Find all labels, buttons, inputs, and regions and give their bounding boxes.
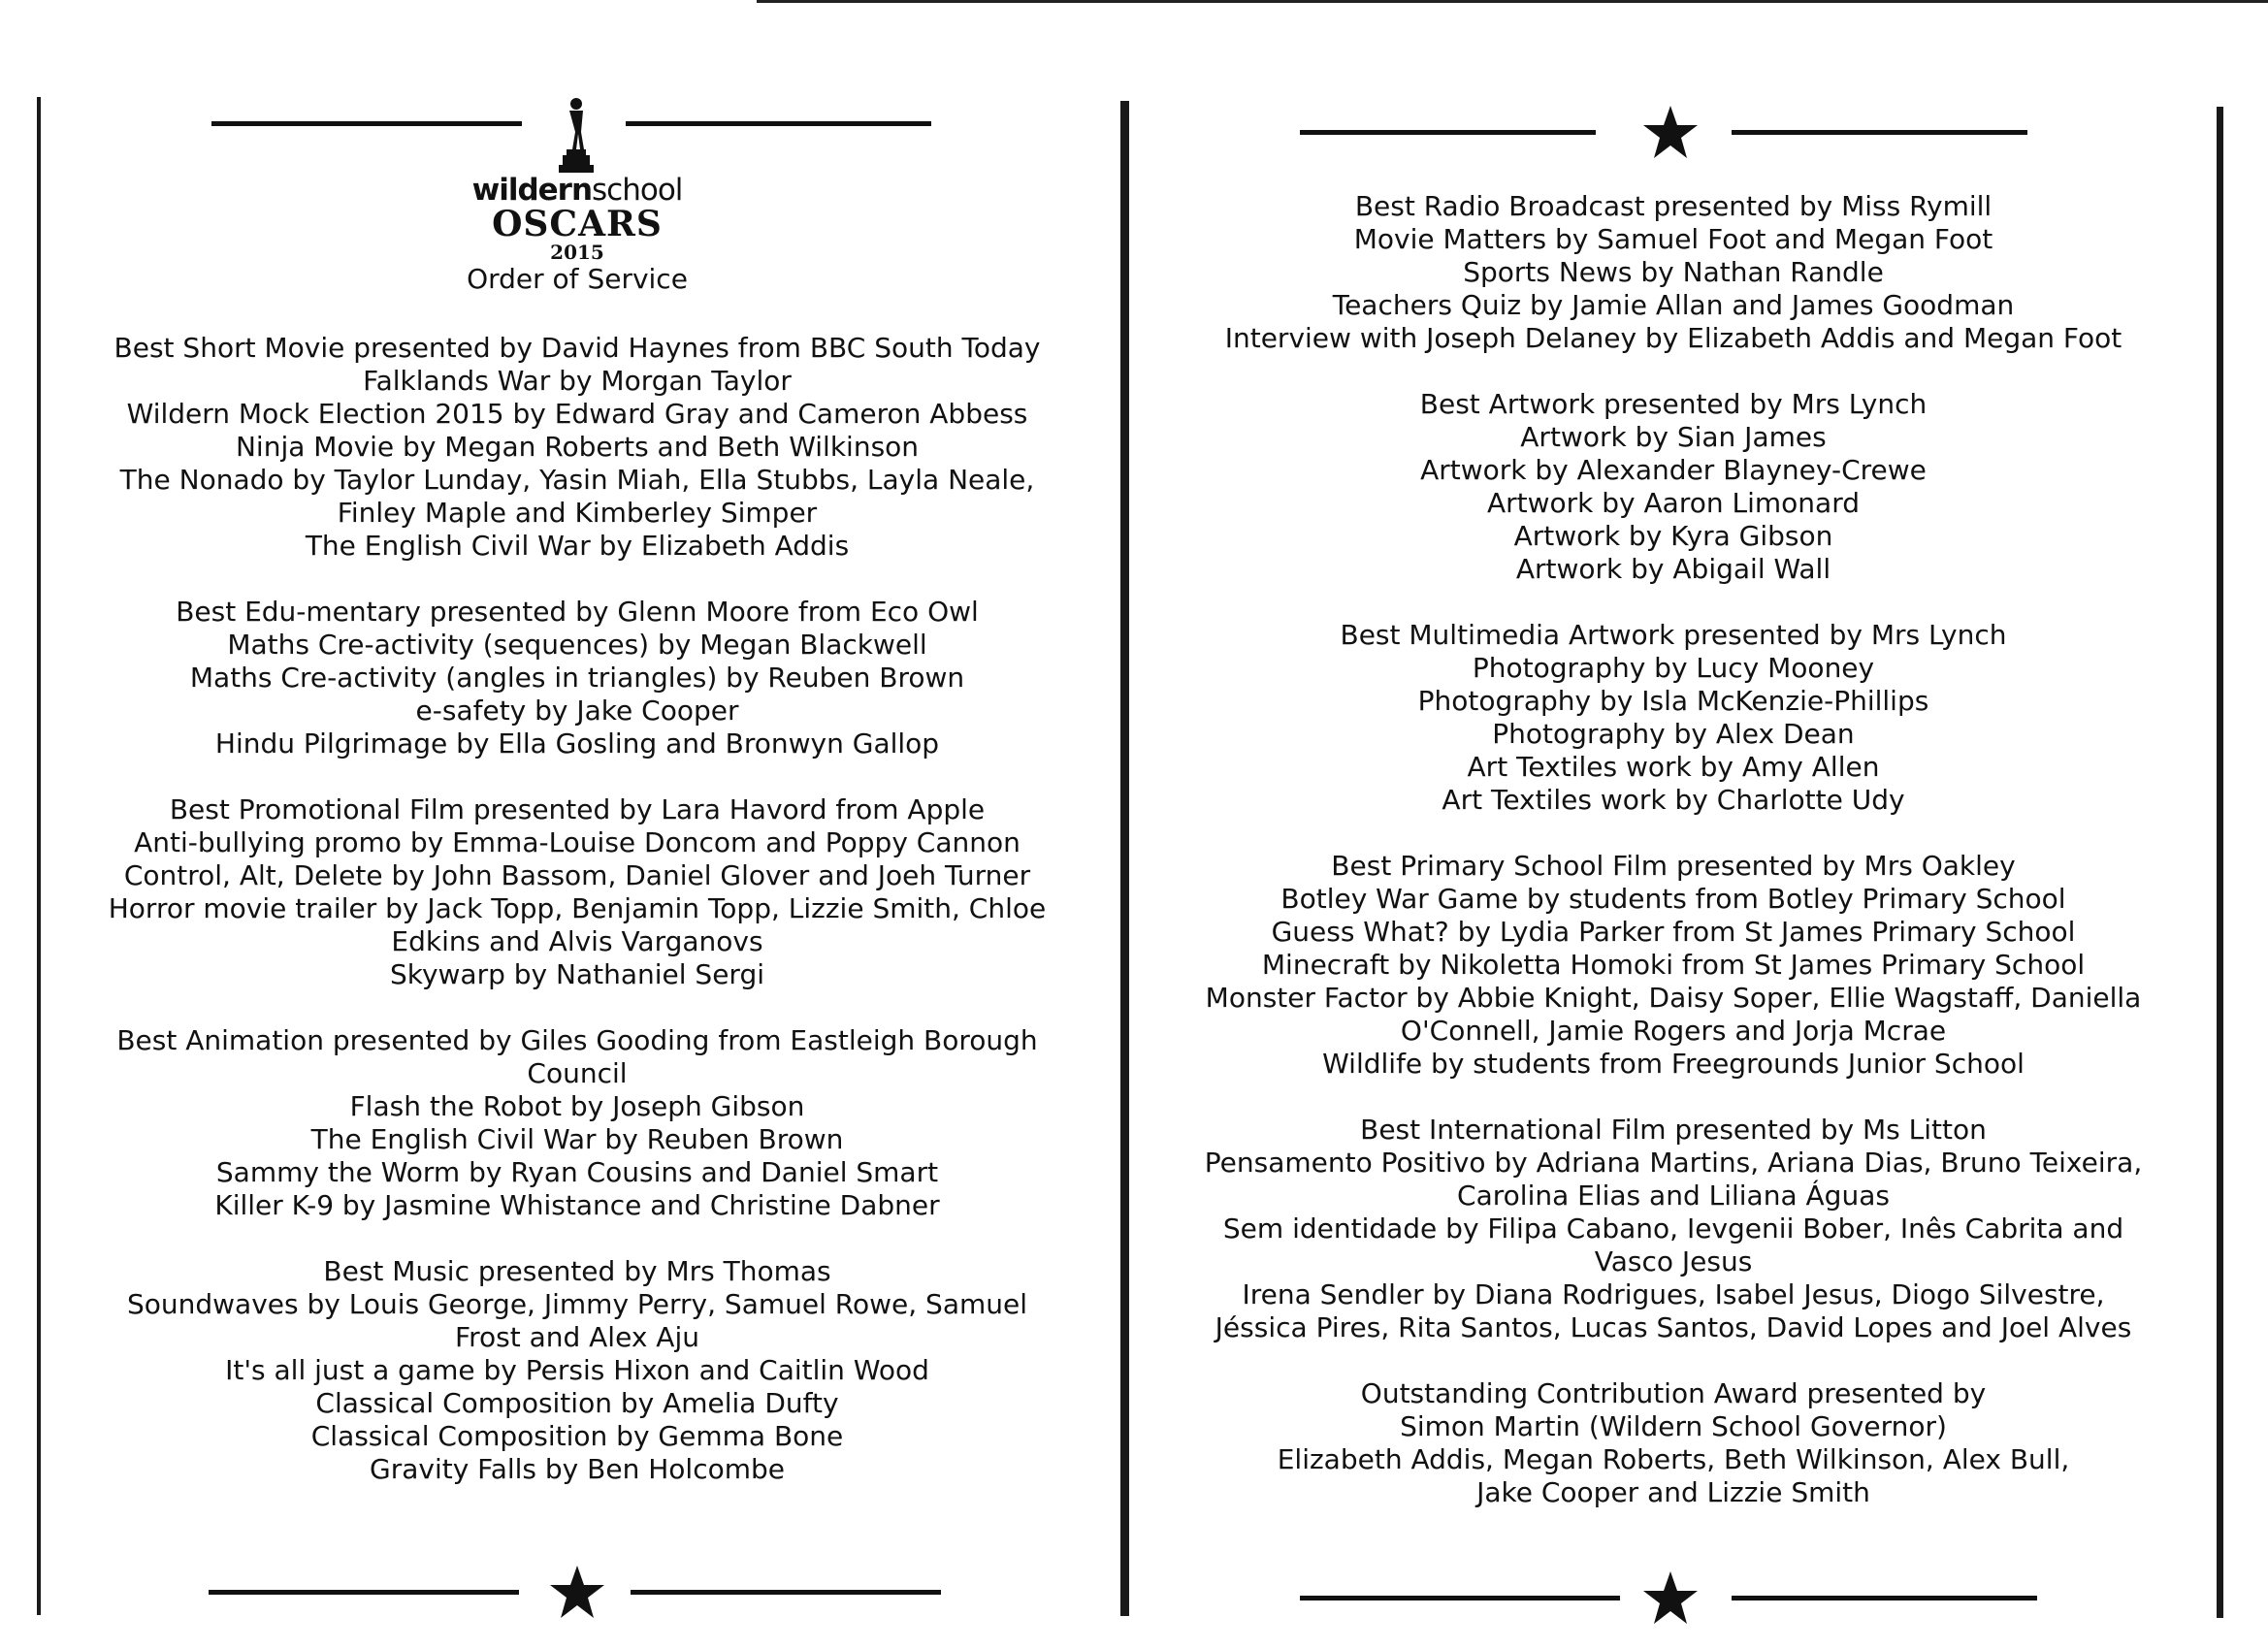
award-category-heading: Best Edu-mentary presented by Glenn Moore from Eco Owl: [176, 596, 979, 628]
nominee-line: Irena Sendler by Diana Rodrigues, Isabel Jesus, Diogo Silvestre,: [1242, 1278, 2105, 1310]
award-category-heading: Best Promotional Film presented by Lara Havord from Apple: [169, 793, 986, 825]
nominee-line: Elizabeth Addis, Megan Roberts, Beth Wilkinson, Alex Bull,: [1277, 1443, 2070, 1475]
nominee-line: Classical Composition by Gemma Bone: [310, 1420, 844, 1452]
nominee-line: Interview with Joseph Delaney by Elizabeth Addis and Megan Foot: [1224, 322, 2122, 354]
nominee-line: Photography by Lucy Mooney: [1472, 652, 1875, 684]
star-icon: [1641, 1569, 1700, 1628]
nominee-line: Pensamento Positivo by Adriana Martins, Ariana Dias, Bruno Teixeira,: [1204, 1147, 2143, 1179]
nominee-line: Finley Maple and Kimberley Simper: [337, 497, 818, 529]
left-award-section: [58, 1024, 1096, 1222]
nominee-line: Control, Alt, Delete by John Bassom, Daniel Glover and Joeh Turner: [123, 859, 1031, 891]
nominee-line: Artwork by Alexander Blayney-Crewe: [1420, 454, 1927, 486]
nominee-line: Jake Cooper and Lizzie Smith: [1476, 1476, 1870, 1508]
nominee-line: Artwork by Aaron Limonard: [1486, 487, 1860, 519]
school-name: wildernschool: [471, 173, 683, 208]
oscar-statuette-icon: [553, 97, 599, 175]
left-award-section: [58, 793, 1096, 991]
nominee-line: Skywarp by Nathaniel Sergi: [389, 958, 765, 990]
nominee-line: e-safety by Jake Cooper: [415, 695, 739, 727]
page-top-rule: [757, 0, 2268, 3]
right-award-section: [1154, 619, 2192, 817]
nominee-line: Artwork by Abigail Wall: [1515, 553, 1831, 585]
right-page-content: [1154, 190, 2192, 1542]
star-icon: [548, 1564, 606, 1622]
right-top-divider: [1300, 104, 2047, 162]
nominee-line: Movie Matters by Samuel Foot and Megan Foot: [1353, 223, 1993, 255]
right-award-section: [1154, 850, 2192, 1081]
left-award-section: [58, 332, 1096, 563]
award-category-heading: Best Artwork presented by Mrs Lynch: [1419, 388, 1928, 420]
nominee-line: Wildern Mock Election 2015 by Edward Gray and Cameron Abbess: [126, 398, 1028, 430]
right-award-section: [1154, 1114, 2192, 1344]
nominee-line: Anti-bullying promo by Emma-Louise Doncom and Poppy Cannon: [134, 826, 1021, 858]
nominee-line: Sammy the Worm by Ryan Cousins and Daniel Smart: [215, 1156, 939, 1188]
nominee-line: O'Connell, Jamie Rogers and Jorja Mcrae: [1400, 1015, 1947, 1047]
nominee-line: Gravity Falls by Ben Holcombe: [370, 1453, 785, 1485]
nominee-line: Wildlife by students from Freegrounds Junior School: [1322, 1048, 2025, 1080]
nominee-line: Classical Composition by Amelia Dufty: [315, 1387, 839, 1419]
nominee-line: Vasco Jesus: [1594, 1245, 1753, 1277]
nominee-line: Artwork by Sian James: [1520, 421, 1827, 453]
right-page-border: [2217, 107, 2223, 1618]
nominee-line: The English Civil War by Reuben Brown: [310, 1123, 844, 1155]
nominee-line: Maths Cre-activity (sequences) by Megan Blackwell: [227, 629, 927, 661]
nominee-line: Photography by Isla McKenzie-Phillips: [1417, 685, 1929, 717]
left-award-section: [58, 596, 1096, 760]
nominee-line: Monster Factor by Abbie Knight, Daisy Soper, Ellie Wagstaff, Daniella: [1205, 982, 2142, 1014]
nominee-line: Simon Martin (Wildern School Governor): [1400, 1410, 1947, 1442]
left-page-content: [58, 175, 1096, 1519]
nominee-line: Falklands War by Morgan Taylor: [363, 365, 792, 397]
nominee-line: The Nonado by Taylor Lunday, Yasin Miah, Ella Stubbs, Layla Neale,: [119, 464, 1035, 496]
left-award-section: [58, 1255, 1096, 1486]
left-bottom-divider: [209, 1564, 956, 1622]
nominee-line: Teachers Quiz by Jamie Allan and James Goodman: [1332, 289, 2015, 321]
right-award-section: [1154, 388, 2192, 586]
nominee-line: Art Textiles work by Amy Allen: [1467, 751, 1880, 783]
nominee-line: Jéssica Pires, Rita Santos, Lucas Santos, David Lopes and Joel Alves: [1215, 1311, 2132, 1343]
event-year: 2015: [550, 241, 604, 264]
nominee-line: Killer K-9 by Jasmine Whistance and Christine Dabner: [214, 1189, 940, 1221]
nominee-line: Soundwaves by Louis George, Jimmy Perry, Samuel Rowe, Samuel: [126, 1288, 1028, 1320]
award-category-heading: Best Radio Broadcast presented by Miss Rymill: [1354, 190, 1993, 222]
award-category-heading: Best Primary School Film presented by Mrs Oakley: [1331, 850, 2016, 882]
nominee-line: Council: [527, 1057, 628, 1089]
right-award-section: [1154, 190, 2192, 355]
nominee-line: Ninja Movie by Megan Roberts and Beth Wilkinson: [235, 431, 920, 463]
nominee-line: Guess What? by Lydia Parker from St James Primary School: [1271, 916, 2076, 948]
center-fold-line: [1120, 101, 1129, 1616]
page-title: Order of Service: [467, 263, 688, 295]
nominee-line: Edkins and Alvis Varganovs: [391, 925, 763, 957]
award-category-heading: Best International Film presented by Ms Litton: [1360, 1114, 1987, 1146]
nominee-line: Flash the Robot by Joseph Gibson: [349, 1090, 805, 1122]
nominee-line: It's all just a game by Persis Hixon and Caitlin Wood: [225, 1354, 929, 1386]
star-icon: [1641, 104, 1700, 162]
nominee-line: Hindu Pilgrimage by Ella Gosling and Bronwyn Gallop: [214, 728, 940, 760]
award-category-heading: Best Animation presented by Giles Gooding from Eastleigh Borough: [116, 1024, 1038, 1056]
award-category-heading: Best Music presented by Mrs Thomas: [323, 1255, 831, 1287]
nominee-line: Minecraft by Nikoletta Homoki from St James Primary School: [1261, 949, 2086, 981]
award-category-heading: Best Short Movie presented by David Haynes from BBC South Today: [113, 332, 1041, 364]
nominee-line: Sports News by Nathan Randle: [1463, 256, 1884, 288]
nominee-line: Horror movie trailer by Jack Topp, Benjamin Topp, Lizzie Smith, Chloe: [108, 892, 1047, 924]
nominee-line: Frost and Alex Aju: [455, 1321, 699, 1353]
nominee-line: Art Textiles work by Charlotte Udy: [1442, 784, 1905, 816]
nominee-line: Artwork by Kyra Gibson: [1513, 520, 1833, 552]
left-page-border: [37, 97, 41, 1615]
nominee-line: Photography by Alex Dean: [1492, 718, 1855, 750]
nominee-line: The English Civil War by Elizabeth Addis: [305, 530, 850, 562]
nominee-line: Maths Cre-activity (angles in triangles) by Reuben Brown: [189, 662, 965, 694]
event-title: OSCARS: [492, 204, 663, 244]
nominee-line: Botley War Game by students from Botley Primary School: [1280, 883, 2066, 915]
right-bottom-divider: [1300, 1569, 2047, 1628]
nominee-line: Carolina Elias and Liliana Águas: [1457, 1180, 1890, 1212]
right-award-section: [1154, 1377, 2192, 1509]
nominee-line: Sem identidade by Filipa Cabano, Ievgenii Bober, Inês Cabrita and: [1222, 1212, 2124, 1245]
event-logo: [58, 175, 1096, 297]
award-category-heading: Best Multimedia Artwork presented by Mrs Lynch: [1340, 619, 2007, 651]
award-category-heading: Outstanding Contribution Award presented by: [1360, 1377, 1987, 1409]
